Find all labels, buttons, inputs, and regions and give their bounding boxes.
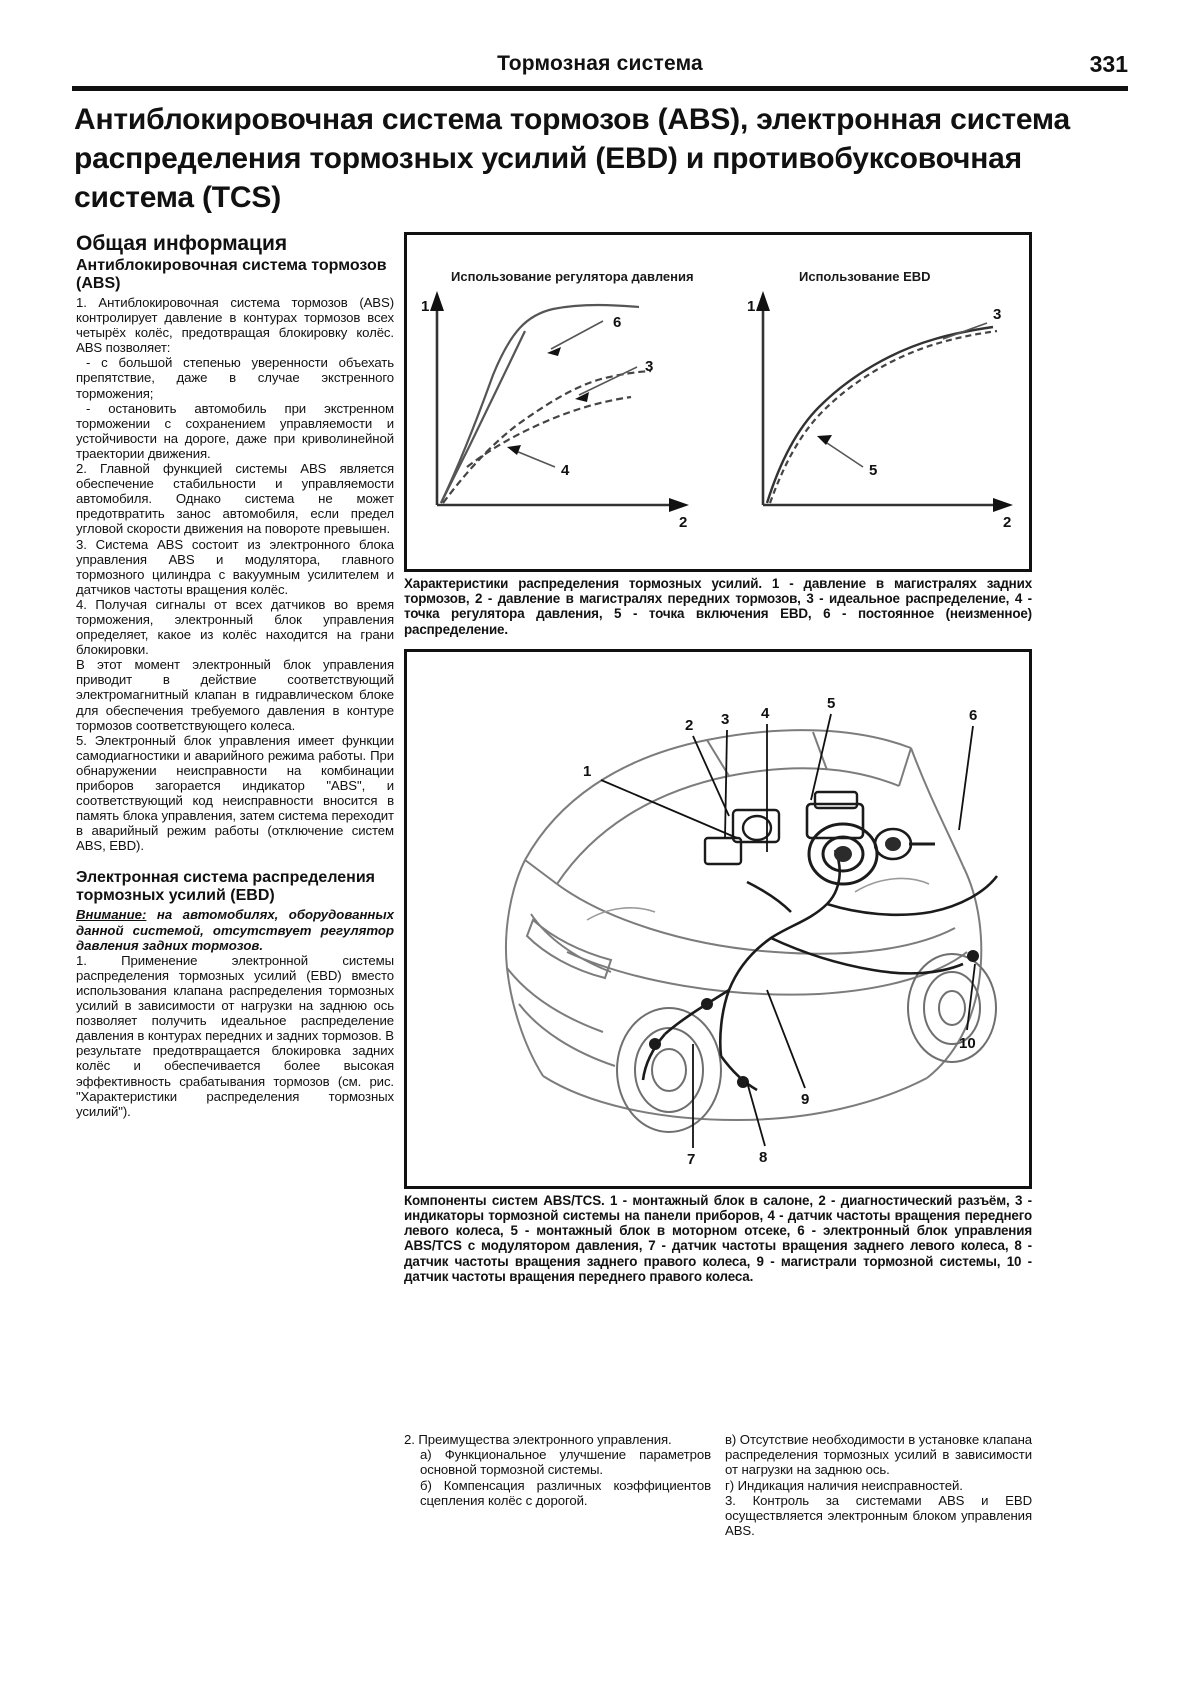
callout-5: 5: [827, 694, 836, 712]
subsection-heading-abs: Антиблокировочная система тормозов (ABS): [76, 257, 387, 292]
section-heading: Общая информация: [76, 232, 288, 255]
abs-tcs-components-diagram: [404, 649, 1032, 1189]
running-head: [72, 52, 1128, 88]
bottom-item-b: б) Компенсация различных коэффициентов сцепления колёс с дорогой.: [420, 1477, 711, 1508]
bottom-two-column-text: [404, 1432, 1032, 1538]
chart-right-ylabel: 1: [747, 298, 756, 315]
chart-left-axes: [430, 291, 689, 512]
ebd-warning-note: [76, 907, 394, 952]
rear-left-wheel: [617, 1008, 721, 1132]
subsection-heading-ebd: Электронная система распределения тормозных усилий (EBD): [76, 869, 376, 905]
chart-left-xlabel: 2: [679, 514, 688, 531]
bottom-paragraph-3: 3. Контроль за системами ABS и EBD осуществляется электронным блоком управления ABS.: [725, 1492, 1032, 1539]
page-number: 331: [1089, 51, 1128, 77]
paragraph-4b: В этот момент электронный блок управления приводит в действие соответствующий электромагнитный клапан в гидравлическом блоке для обеспечения требуемого давления в контуре тормозов соответствующего колеса.: [76, 657, 394, 733]
chart-title-right: Использование EBD: [799, 269, 931, 284]
junction-blocks: [705, 810, 779, 864]
callout-6: 6: [969, 706, 978, 724]
bottom-left-column: [404, 1432, 711, 1538]
chart-caption: Характеристики распределения тормозных усилий. 1 - давление в магистралях задних тормозов, 2 - давление в магистралях передних тормозов, 3 - идеальное распределение, 4 - точка регулятора давления, 5 - точка включения EBD, 6 - постоянное (неизменное) распределение.: [404, 576, 1032, 637]
warning-text: на автомобилях, оборудованных данной системой, отсутствует регулятор давления задних тормозов.: [76, 907, 394, 953]
bottom-item-g: г) Индикация наличия неисправностей.: [725, 1477, 963, 1493]
bottom-item-a: а) Функциональное улучшение параметров основной тормозной системы.: [420, 1447, 711, 1478]
chart-right-annot-5: 5: [869, 462, 878, 479]
page-title: Антиблокировочная система тормозов (ABS), электронная система распределения тормозных усилий (EBD) и противобуксовочная система (TCS): [74, 103, 1070, 214]
bottom-paragraph-2: 2. Преимущества электронного управления.: [404, 1432, 672, 1447]
chart-left-annot-6: 6: [613, 314, 622, 331]
paragraph-5: 5. Электронный блок управления имеет функции самодиагностики и аварийного режима работы. При обнаружении неисправности на комбинации приборов загорается индикатор "ABS", и соответствующий код неисправности вносится в память блока управления, затем система переходит в аварийный режим работы (отключение систем ABS, EBD).: [76, 732, 394, 854]
car-diagram-caption: Компоненты систем ABS/TCS. 1 - монтажный блок в салоне, 2 - диагностический разъём, 3 - индикаторы тормозной системы на панели приборов, 4 - датчик частоты вращения переднего левого колеса, 5 - монтажный блок в моторном отсеке, 6 - электронный блок управления ABS/TCS с модулятором давления, 7 - датчик частоты вращения заднего левого колеса, 8 - датчик частоты вращения заднего правого колеса, 9 - магистрали тормозной системы, 10 - датчик частоты вращения переднего правого колеса.: [404, 1192, 1032, 1284]
front-right-wheel: [908, 954, 996, 1062]
callout-4: 4: [761, 704, 770, 722]
bottom-item-v: в) Отсутствие необходимости в установке клапана распределения тормозных усилий в зависимости от нагрузки на заднюю ось.: [725, 1432, 1032, 1478]
brake-lines: [643, 850, 997, 1090]
callout-9: 9: [801, 1090, 810, 1108]
chart-left-steep-line: [441, 331, 525, 503]
bullet-1: - с большой степенью уверенности объехать препятствие, даже в случае экстренного торможения;: [76, 355, 394, 401]
chart-right-series-3: [770, 331, 997, 503]
car-body-outline: [506, 730, 981, 1120]
paragraph-1: 1. Антиблокировочная система тормозов (ABS) контролирует давление в контурах тормозов всех четырёх колёс, предотвращая блокировку колёс. ABS позволяет:: [76, 295, 394, 356]
paragraph-2: 2. Главной функцией системы ABS является обеспечение стабильности и управляемости автомобиля. Однако система не может предотвратить занос автомобиля, если предел угловой скорости движения на повороте превышен.: [76, 461, 394, 537]
car-diagram-svg: [407, 652, 1029, 1186]
header-rule: [72, 86, 1128, 91]
callout-1: 1: [583, 762, 592, 780]
ebd-paragraph-1: 1. Применение электронной системы распределения тормозных усилий (EBD) вместо использования клапана распределения тормозных усилий в зависимости от нагрузки на заднюю ось позволяет получить идеальное распределение давления в контурах передних и задних тормозов. В результате предотвращается блокировка задних колёс и обеспечивается более высокая эффективность срабатывания тормозов (см. рис. "Характеристики распределения тормозных усилий").: [76, 952, 394, 1119]
chart-right-annot-3: 3: [993, 306, 1002, 323]
paragraph-4: 4. Получая сигналы от всех датчиков во время торможения, электронный блок управления определяет, какое из колёс находится на грани блокировки.: [76, 596, 394, 658]
left-text-column: [76, 232, 394, 1522]
chart-svg: [407, 235, 1029, 569]
bottom-right-column: [725, 1432, 1032, 1538]
callout-8: 8: [759, 1148, 768, 1166]
bullet-2: - остановить автомобиль при экстренном торможении с сохранением управляемости и устойчивости на дороге, даже при криволинейной траектории движения.: [76, 400, 394, 461]
warning-label: Внимание:: [76, 907, 147, 923]
chart-left-annot-4: 4: [561, 462, 570, 479]
callout-7: 7: [687, 1150, 696, 1168]
chart-right-xlabel: 2: [1003, 514, 1012, 531]
abs-modulator-unit: [807, 792, 935, 884]
callout-3: 3: [721, 710, 730, 728]
running-head-title: Тормозная система: [497, 52, 703, 75]
callout-10: 10: [959, 1034, 976, 1052]
chart-left-ylabel: 1: [421, 298, 430, 315]
chart-left-annot-3: 3: [645, 358, 654, 375]
paragraph-3: 3. Система ABS состоит из электронного блока управления ABS и модулятора, главного тормозного цилиндра с вакуумным усилителем и датчиков частоты вращения колёс.: [76, 536, 394, 597]
right-figure-column: [404, 232, 1032, 1284]
callout-2: 2: [685, 716, 694, 734]
brake-force-distribution-chart: [404, 232, 1032, 572]
chart-right-axes: [756, 291, 1013, 512]
chart-left-series-4: [467, 397, 631, 467]
chart-title-left: Использование регулятора давления: [451, 269, 694, 284]
chart-left-series-6: [441, 305, 639, 503]
chart-right-series-ebd: [767, 327, 993, 503]
